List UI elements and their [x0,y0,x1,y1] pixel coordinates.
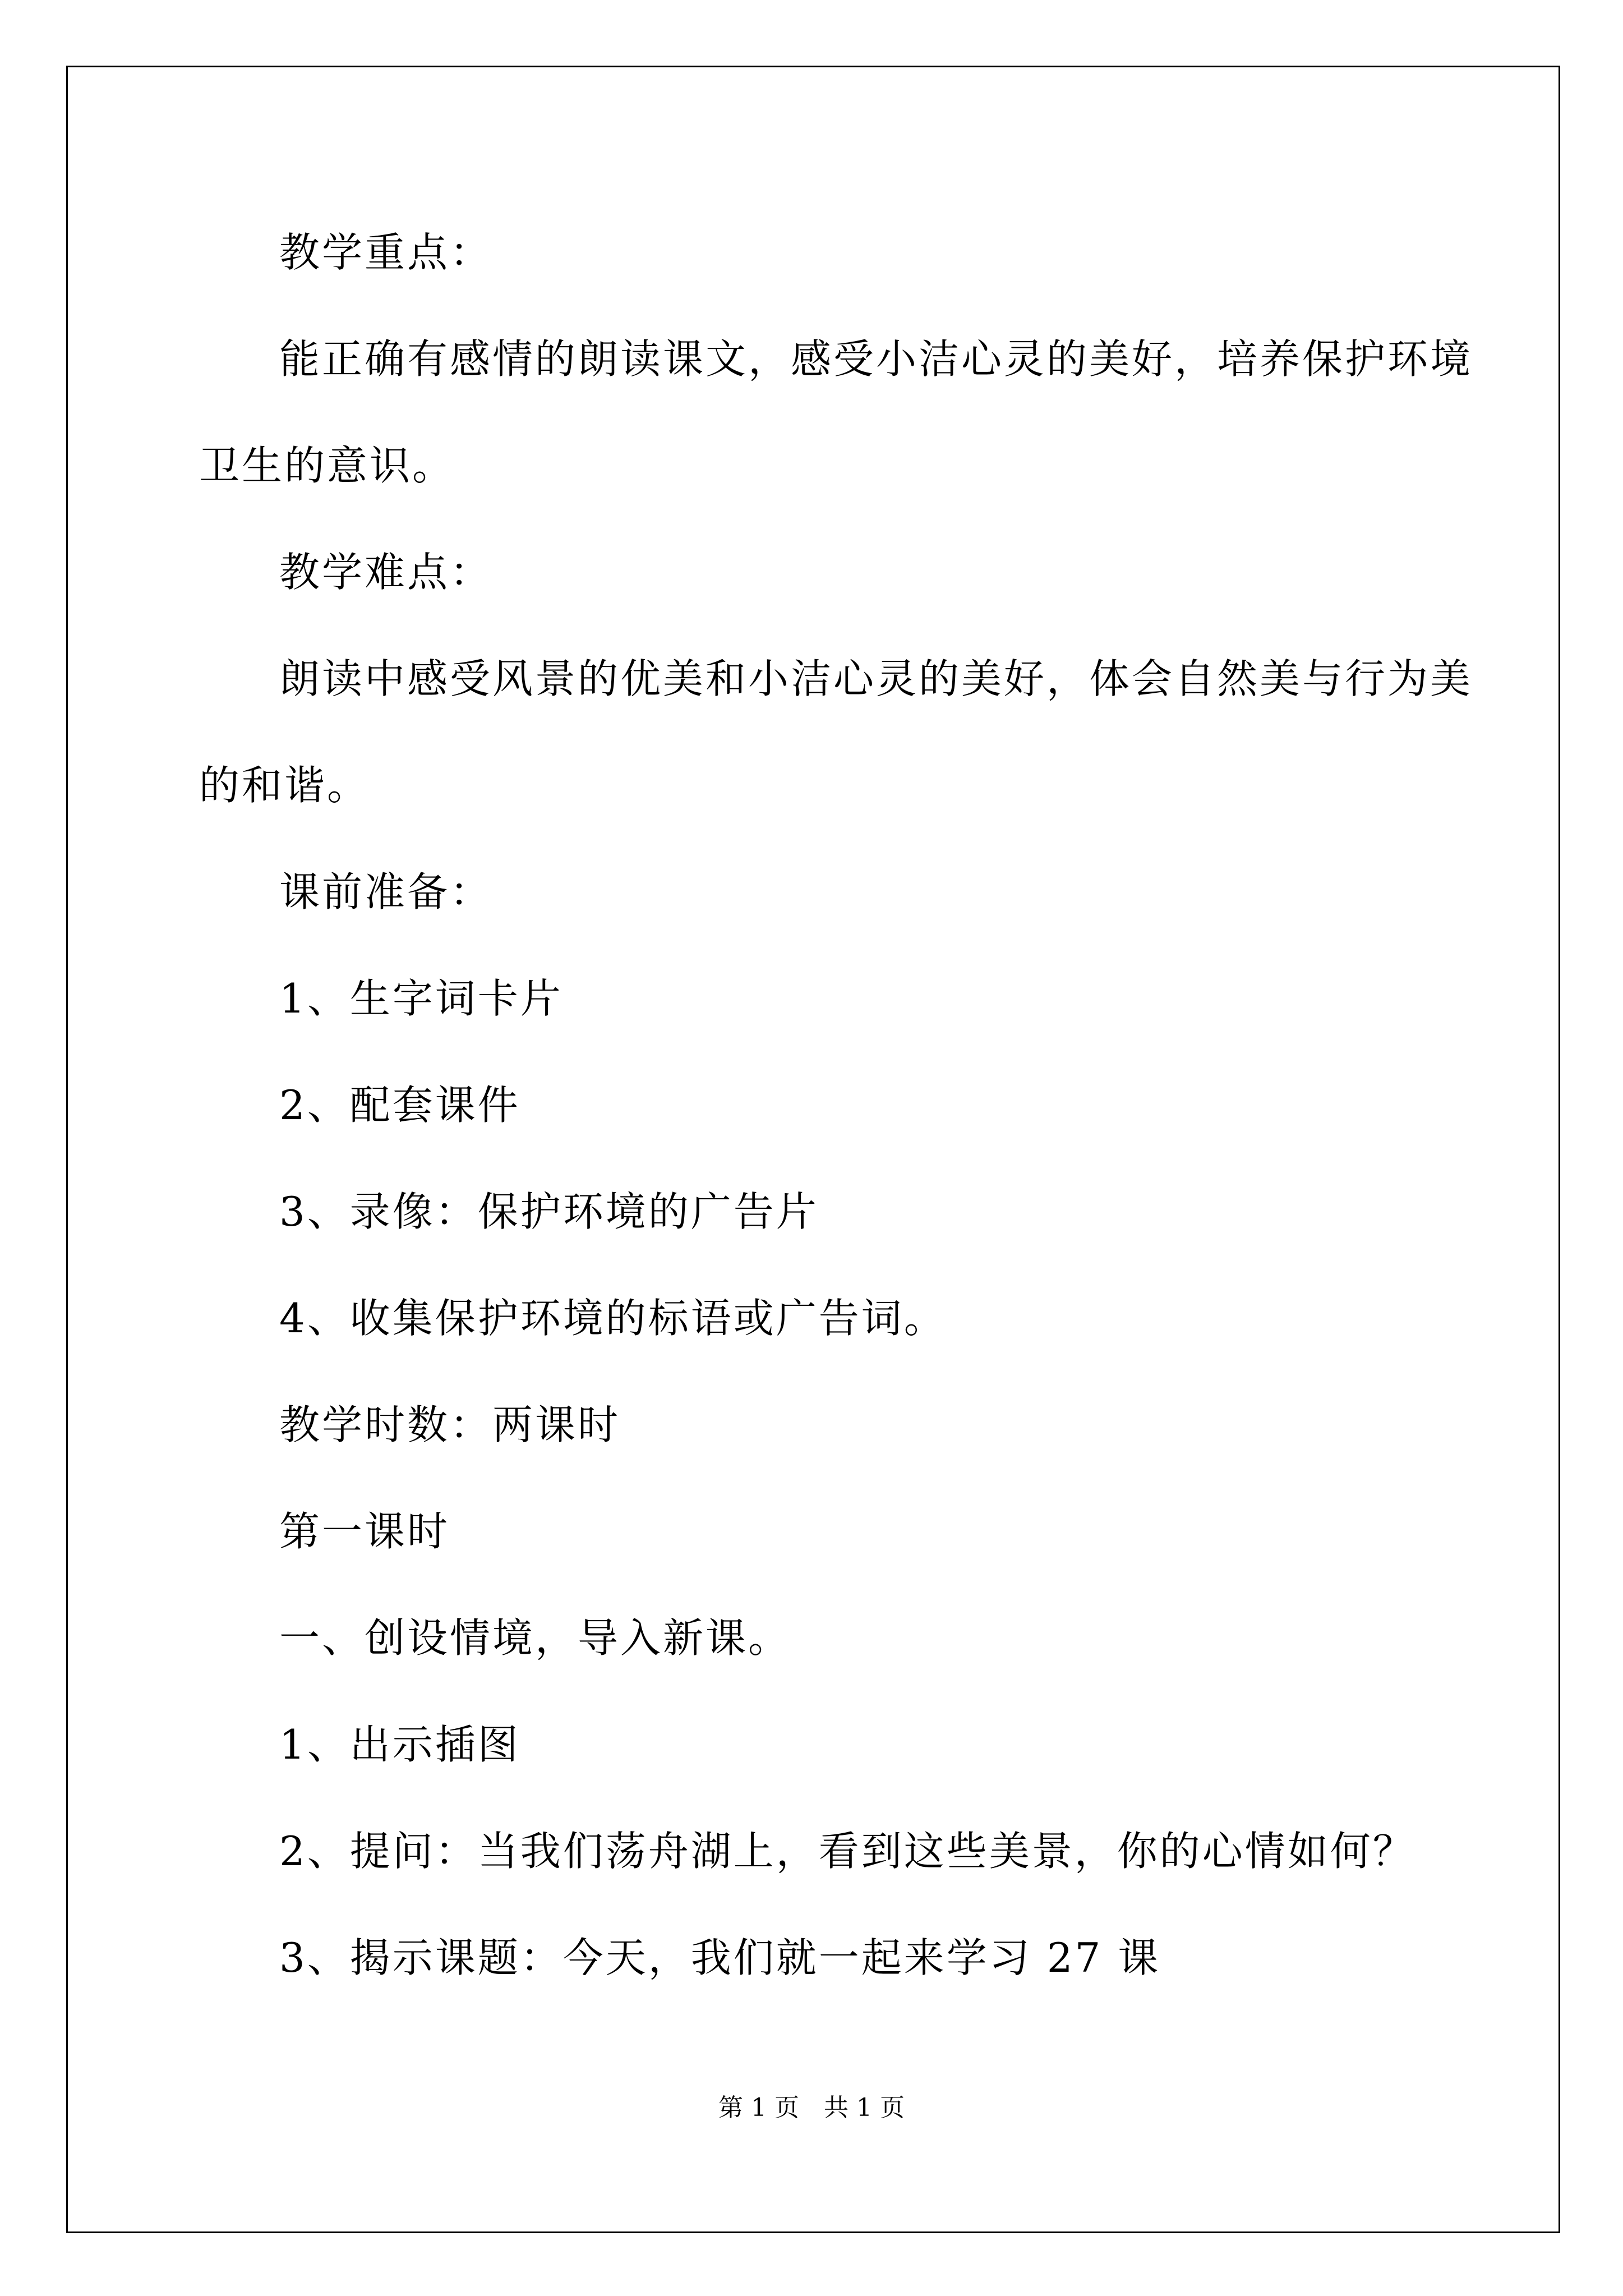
list-item: 4、收集保护环境的标语或广告词。 [279,1295,947,1342]
list-item: 2、配套课件 [279,1082,520,1129]
lesson-heading: 第一课时 [279,1508,450,1555]
teaching-hours: 教学时数：两课时 [279,1401,621,1448]
paragraph-line: 能正确有感情的朗读课文，感受小洁心灵的美好，培养保护环境 [279,335,1473,383]
page-footer: 第 1 页 共 1 页 [718,2093,905,2122]
paragraph-line: 的和谐。 [199,762,370,809]
heading-teaching-difficulty: 教学难点： [279,549,493,596]
heading-preparation: 课前准备： [279,868,493,915]
heading-teaching-focus: 教学重点： [279,229,493,276]
list-item: 1、出示插图 [279,1721,520,1768]
section-heading: 一、创设情境，导入新课。 [279,1614,791,1662]
list-item: 2、提问：当我们荡舟湖上，看到这些美景，你的心情如何？ [279,1828,1415,1875]
list-item: 1、生字词卡片 [279,975,563,1022]
paragraph-line: 朗读中感受风景的优美和小洁心灵的美好，体会自然美与行为美 [279,655,1473,702]
list-item: 3、录像：保护环境的广告片 [279,1188,819,1235]
paragraph-line: 卫生的意识。 [199,442,455,489]
list-item: 3、揭示课题：今天，我们就一起来学习 27 课 [279,1934,1161,1981]
